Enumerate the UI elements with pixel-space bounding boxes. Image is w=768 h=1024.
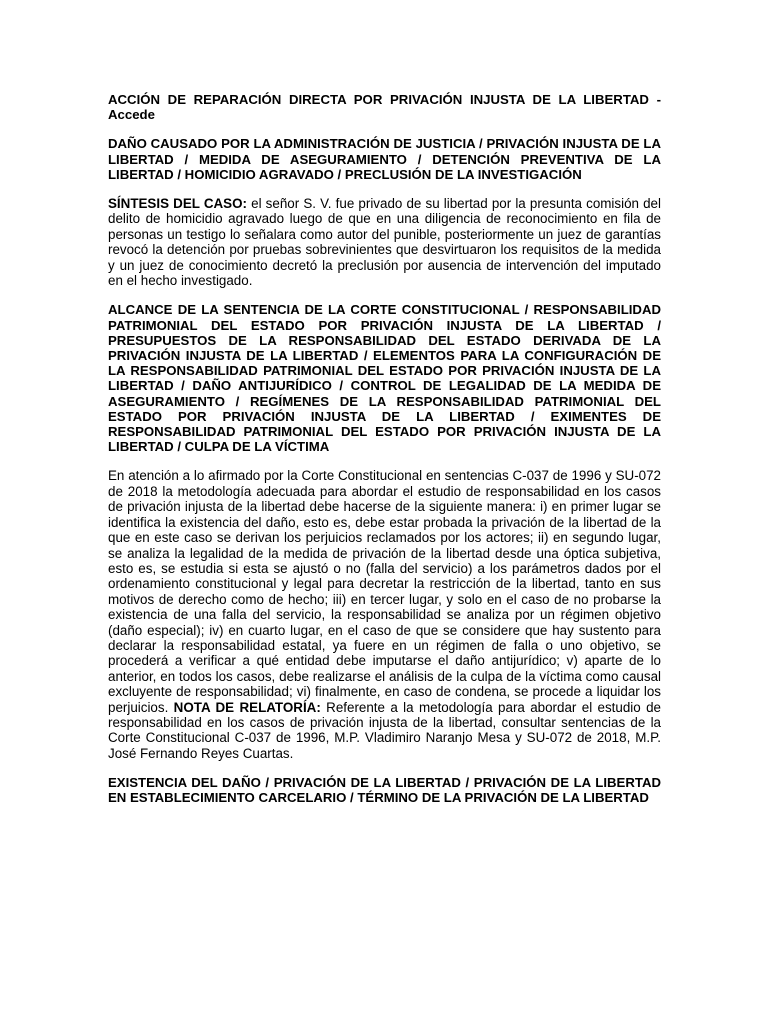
case-synthesis-text: el señor S. V. fue privado de su libertad por la presunta comisión del delito de homicidio agravado luego de que en una diligencia de reconocimiento en fila de personas un testigo lo señalara como autor del punible, posteriormente un juez de garantías revocó la detención por pruebas sobrevinientes que desvirtuaron los requisitos de la medida y un juez de conocimiento decretó la preclusión por ausencia de intervención del imputado en el hecho investigado. <box>108 196 661 289</box>
methodology-paragraph <box>108 468 661 761</box>
document-title: ACCIÓN DE REPARACIÓN DIRECTA POR PRIVACIÓN INJUSTA DE LA LIBERTAD - Accede <box>108 92 661 123</box>
methodology-text: En atención a lo afirmado por la Corte Constitucional en sentencias C-037 de 1996 y SU-072 de 2018 la metodología adecuada para abordar el estudio de responsabilidad en los casos de privación injusta de la libertad debe hacerse de la siguiente manera: i) en primer lugar se identifica la existencia del daño, esto es, debe estar probada la privación de la libertad de la que en este caso se derivan los perjuicios reclamados por los actores; ii) en segundo lugar, se analiza la legalidad de la medida de privación de la libertad desde una óptica subjetiva, esto es, se estudia si esta se ajustó o no (falla del servicio) a los parámetros dados por el ordenamiento constitucional y legal para decretar la restricción de la libertad, tanto en sus motivos de derecho como de hecho; iii) en tercer lugar, y solo en el caso de no probarse la existencia de una falla del servicio, la responsabilidad se analiza por un régimen objetivo (daño especial); iv) en cuarto lugar, en el caso de que se considere que hay sustento para declarar la responsabilidad estatal, ya fuere en un régimen de falla o uno objetivo, se procederá a verificar a qué entidad debe imputarse el daño antijurídico; v) aparte de lo anterior, en todos los casos, debe realizarse el análisis de la culpa de la víctima como causal excluyente de responsabilidad; vi) finalmente, en caso de condena, se procede a liquidar los perjuicios. <box>108 468 661 715</box>
relatoria-note-label: NOTA DE RELATORÍA: <box>173 699 321 715</box>
descriptor-heading-1: DAÑO CAUSADO POR LA ADMINISTRACIÓN DE JUSTICIA / PRIVACIÓN INJUSTA DE LA LIBERTAD / MEDIDA DE ASEGURAMIENTO / DETENCIÓN PREVENTIVA DE LA LIBERTAD / HOMICIDIO AGRAVADO / PRECLUSIÓN DE LA INVESTIGACIÓN <box>108 136 661 182</box>
case-synthesis-label: SÍNTESIS DEL CASO: <box>108 196 247 212</box>
descriptor-heading-3: EXISTENCIA DEL DAÑO / PRIVACIÓN DE LA LIBERTAD / PRIVACIÓN DE LA LIBERTAD EN ESTABLECIMIENTO CARCELARIO / TÉRMINO DE LA PRIVACIÓN DE LA LIBERTAD <box>108 775 661 806</box>
case-synthesis-paragraph <box>108 196 661 288</box>
relatoria-note-text: Referente a la metodología para abordar el estudio de responsabilidad en los casos de privación injusta de la libertad, consultar sentencias de la Corte Constitucional C-037 de 1996, M.P. Vladimiro Naranjo Mesa y SU-072 de 2018, M.P. José Fernando Reyes Cuartas. <box>108 699 661 761</box>
descriptor-heading-2: ALCANCE DE LA SENTENCIA DE LA CORTE CONSTITUCIONAL / RESPONSABILIDAD PATRIMONIAL DEL ESTADO POR PRIVACIÓN INJUSTA DE LA LIBERTAD / PRESUPUESTOS DE LA RESPONSABILIDAD DEL ESTADO DERIVADA DE LA PRIVACIÓN INJUSTA DE LA LIBERTAD / ELEMENTOS PARA LA CONFIGURACIÓN DE LA RESPONSABILIDAD PATRIMONIAL DEL ESTADO POR PRIVACIÓN INJUSTA DE LA LIBERTAD / DAÑO ANTIJURÍDICO / CONTROL DE LEGALIDAD DE LA MEDIDA DE ASEGURAMIENTO / REGÍMENES DE LA RESPONSABILIDAD PATRIMONIAL DEL ESTADO POR PRIVACIÓN INJUSTA DE LA LIBERTAD / EXIMENTES DE RESPONSABILIDAD PATRIMONIAL DEL ESTADO POR PRIVACIÓN INJUSTA DE LA LIBERTAD / CULPA DE LA VÍCTIMA <box>108 302 661 455</box>
document-content <box>108 92 661 820</box>
